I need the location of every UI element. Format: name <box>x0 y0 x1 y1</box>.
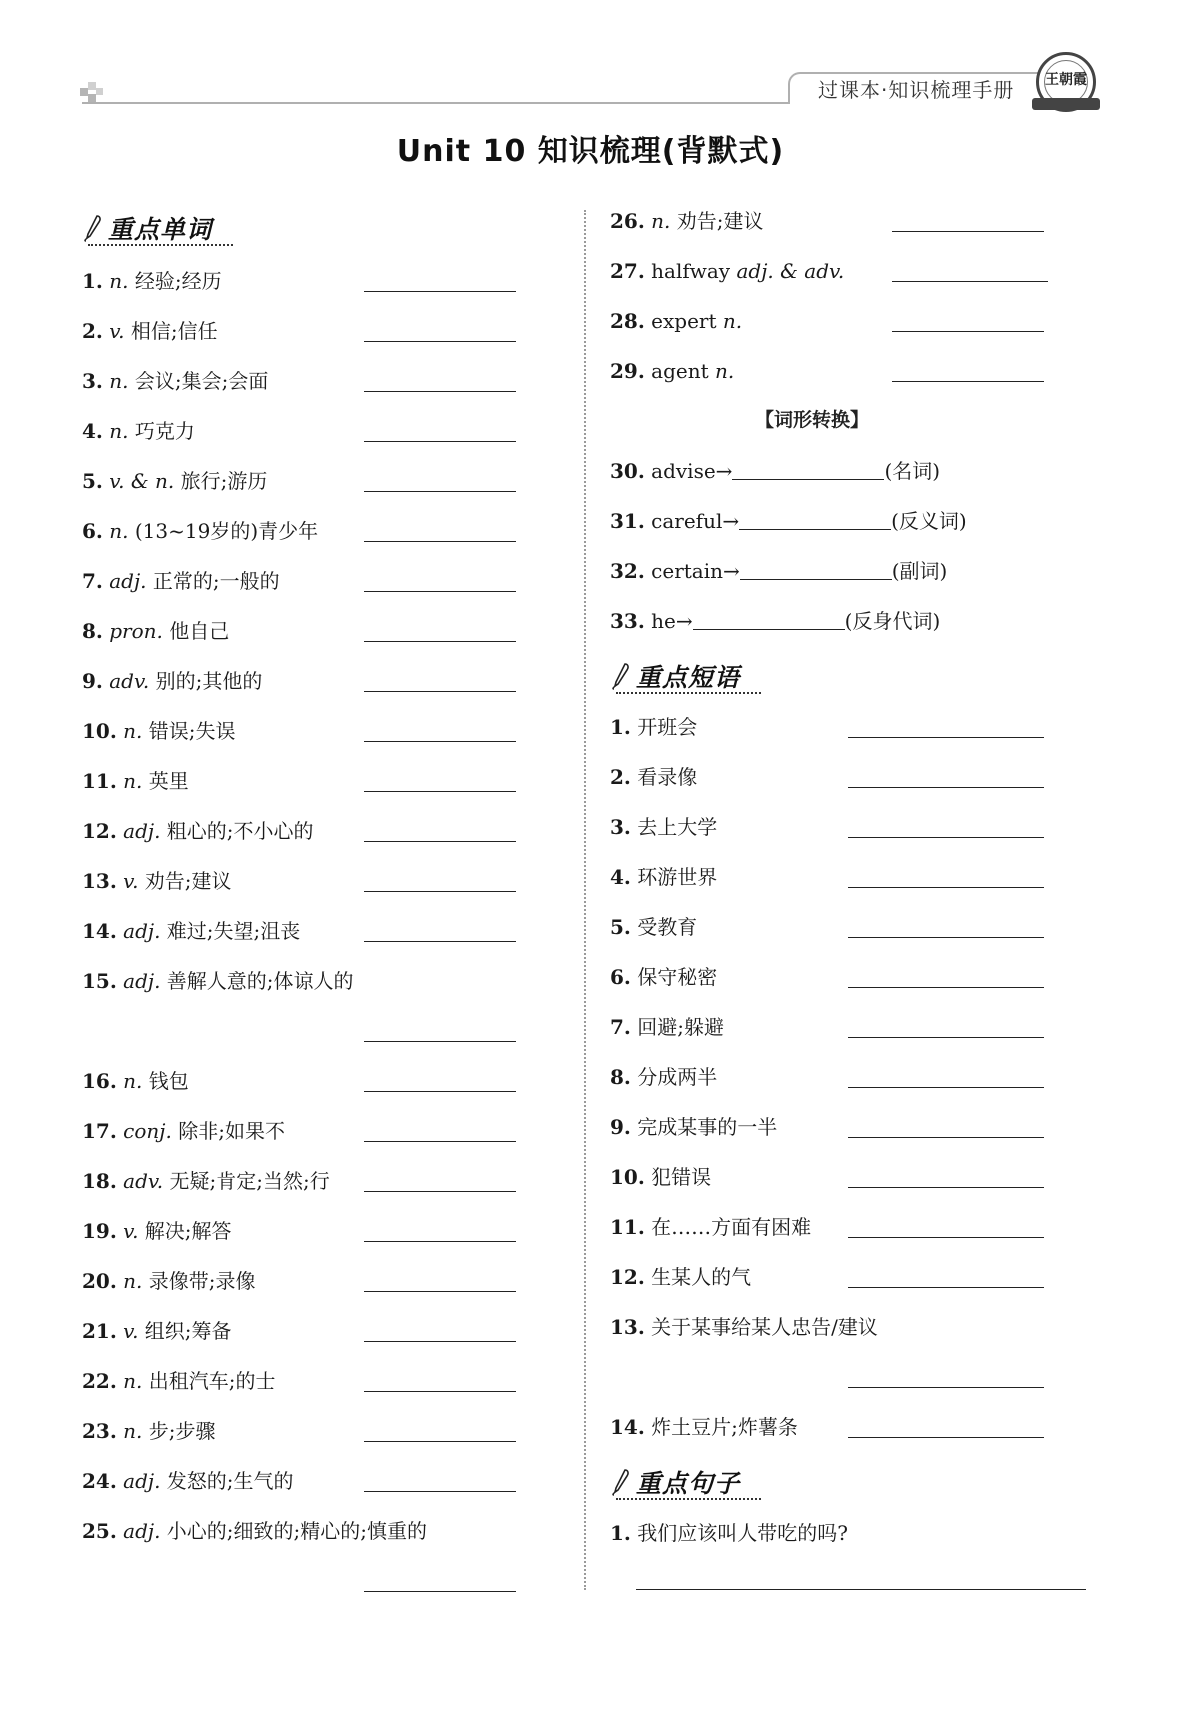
word-item: 29. agent n. <box>610 359 735 383</box>
pen-icon <box>82 214 104 242</box>
answer-blank[interactable] <box>364 390 516 392</box>
answer-blank[interactable] <box>848 1186 1044 1188</box>
answer-blank[interactable] <box>848 736 1044 738</box>
word-item: 25. adj. 小心的;细致的;精心的;慎重的 <box>82 1519 428 1543</box>
word-item: 20. n. 录像带;录像 <box>82 1269 256 1293</box>
phrase-item: 4. 环游世界 <box>610 865 718 889</box>
word-item: 15. adj. 善解人意的;体谅人的 <box>82 969 354 993</box>
answer-blank[interactable] <box>364 940 516 942</box>
answer-blank[interactable] <box>364 1290 516 1292</box>
word-form-item: 33. he→ (反身代词) <box>610 609 941 633</box>
section-title: 重点句子 <box>636 1469 741 1498</box>
answer-blank[interactable] <box>636 1588 1086 1590</box>
answer-blank[interactable] <box>364 840 516 842</box>
phrase-item: 12. 生某人的气 <box>610 1265 752 1289</box>
answer-blank[interactable] <box>732 460 884 480</box>
badge-ribbon <box>1032 98 1100 110</box>
word-item: 23. n. 步;步骤 <box>82 1419 216 1443</box>
answer-blank[interactable] <box>364 1590 516 1592</box>
answer-blank[interactable] <box>364 1140 516 1142</box>
word-form-item: 30. advise→ (名词) <box>610 459 941 483</box>
answer-blank[interactable] <box>364 690 516 692</box>
word-item: 7. adj. 正常的;一般的 <box>82 569 280 593</box>
phrase-item: 5. 受教育 <box>610 915 698 939</box>
answer-blank[interactable] <box>364 340 516 342</box>
pen-icon <box>610 1468 632 1496</box>
answer-blank[interactable] <box>892 330 1044 332</box>
answer-blank[interactable] <box>848 936 1044 938</box>
word-item: 21. v. 组织;筹备 <box>82 1319 232 1343</box>
phrase-item: 9. 完成某事的一半 <box>610 1115 778 1139</box>
answer-blank[interactable] <box>848 1086 1044 1088</box>
word-form-item: 31. careful→ (反义词) <box>610 509 967 533</box>
answer-blank[interactable] <box>892 380 1044 382</box>
word-item: 9. adv. 别的;其他的 <box>82 669 263 693</box>
answer-blank[interactable] <box>848 1136 1044 1138</box>
answer-blank[interactable] <box>364 790 516 792</box>
word-item: 14. adj. 难过;失望;沮丧 <box>82 919 301 943</box>
section-underline <box>616 1498 761 1500</box>
answer-blank[interactable] <box>364 1390 516 1392</box>
word-item: 10. n. 错误;失误 <box>82 719 236 743</box>
answer-blank[interactable] <box>848 986 1044 988</box>
answer-blank[interactable] <box>848 836 1044 838</box>
answer-blank[interactable] <box>848 786 1044 788</box>
word-item: 2. v. 相信;信任 <box>82 319 218 343</box>
section-underline <box>88 244 233 246</box>
phrase-item: 2. 看录像 <box>610 765 698 789</box>
answer-blank[interactable] <box>848 1236 1044 1238</box>
word-forms-heading: 【词形转换】 <box>754 409 869 431</box>
answer-blank[interactable] <box>364 890 516 892</box>
header-decoration-squares <box>80 82 104 104</box>
word-item: 8. pron. 他自己 <box>82 619 230 643</box>
answer-blank[interactable] <box>892 230 1044 232</box>
phrase-item: 11. 在……方面有困难 <box>610 1215 812 1239</box>
phrase-item: 1. 开班会 <box>610 715 698 739</box>
phrase-item: 10. 犯错误 <box>610 1165 712 1189</box>
answer-blank[interactable] <box>364 590 516 592</box>
word-form-item: 32. certain→ (副词) <box>610 559 948 583</box>
answer-blank[interactable] <box>364 540 516 542</box>
answer-blank[interactable] <box>364 290 516 292</box>
page-title: Unit 10 知识梳理(背默式) <box>396 134 785 169</box>
book-title: 过课本·知识梳理手册 <box>818 78 1015 102</box>
word-item: 4. n. 巧克力 <box>82 419 195 443</box>
phrase-item: 7. 回避;躲避 <box>610 1015 724 1039</box>
word-item: 28. expert n. <box>610 309 743 333</box>
word-item: 19. v. 解决;解答 <box>82 1219 232 1243</box>
answer-blank[interactable] <box>364 1040 516 1042</box>
word-item: 6. n. (13~19岁的)青少年 <box>82 519 319 543</box>
answer-blank[interactable] <box>848 1036 1044 1038</box>
answer-blank[interactable] <box>848 1436 1044 1438</box>
word-item: 5. v. & n. 旅行;游历 <box>82 469 268 493</box>
word-item: 27. halfway adj. & adv. <box>610 259 845 283</box>
word-item: 13. v. 劝告;建议 <box>82 869 232 893</box>
answer-blank[interactable] <box>364 1240 516 1242</box>
answer-blank[interactable] <box>364 490 516 492</box>
answer-blank[interactable] <box>693 610 845 630</box>
word-item: 24. adj. 发怒的;生气的 <box>82 1469 294 1493</box>
answer-blank[interactable] <box>848 1286 1044 1288</box>
phrase-item: 3. 去上大学 <box>610 815 718 839</box>
answer-blank[interactable] <box>848 886 1044 888</box>
answer-blank[interactable] <box>364 1440 516 1442</box>
answer-blank[interactable] <box>364 1090 516 1092</box>
word-item: 3. n. 会议;集会;会面 <box>82 369 269 393</box>
pen-icon <box>610 662 632 690</box>
phrase-item: 6. 保守秘密 <box>610 965 718 989</box>
section-title: 重点短语 <box>636 663 741 692</box>
answer-blank[interactable] <box>740 560 892 580</box>
phrase-item: 8. 分成两半 <box>610 1065 718 1089</box>
section-underline <box>616 692 761 694</box>
phrase-item: 14. 炸土豆片;炸薯条 <box>610 1415 798 1439</box>
answer-blank[interactable] <box>364 740 516 742</box>
badge-text: 王朝霞 <box>1045 72 1087 88</box>
answer-blank[interactable] <box>364 640 516 642</box>
word-item: 16. n. 钱包 <box>82 1069 189 1093</box>
answer-blank[interactable] <box>892 280 1048 282</box>
sentence-item: 1. 我们应该叫人带吃的吗? <box>610 1521 848 1545</box>
word-item: 17. conj. 除非;如果不 <box>82 1119 285 1143</box>
word-item: 12. adj. 粗心的;不小心的 <box>82 819 314 843</box>
word-item: 18. adv. 无疑;肯定;当然;行 <box>82 1169 330 1193</box>
word-item: 1. n. 经验;经历 <box>82 269 222 293</box>
answer-blank[interactable] <box>848 1386 1044 1388</box>
word-item: 11. n. 英里 <box>82 769 189 793</box>
section-title: 重点单词 <box>108 215 213 244</box>
answer-blank[interactable] <box>364 440 516 442</box>
answer-blank[interactable] <box>739 510 891 530</box>
answer-blank[interactable] <box>364 1490 516 1492</box>
answer-blank[interactable] <box>364 1190 516 1192</box>
word-item: 22. n. 出租汽车;的士 <box>82 1369 276 1393</box>
answer-blank[interactable] <box>364 1340 516 1342</box>
word-item: 26. n. 劝告;建议 <box>610 209 764 233</box>
phrase-item: 13. 关于某事给某人忠告/建议 <box>610 1315 878 1339</box>
